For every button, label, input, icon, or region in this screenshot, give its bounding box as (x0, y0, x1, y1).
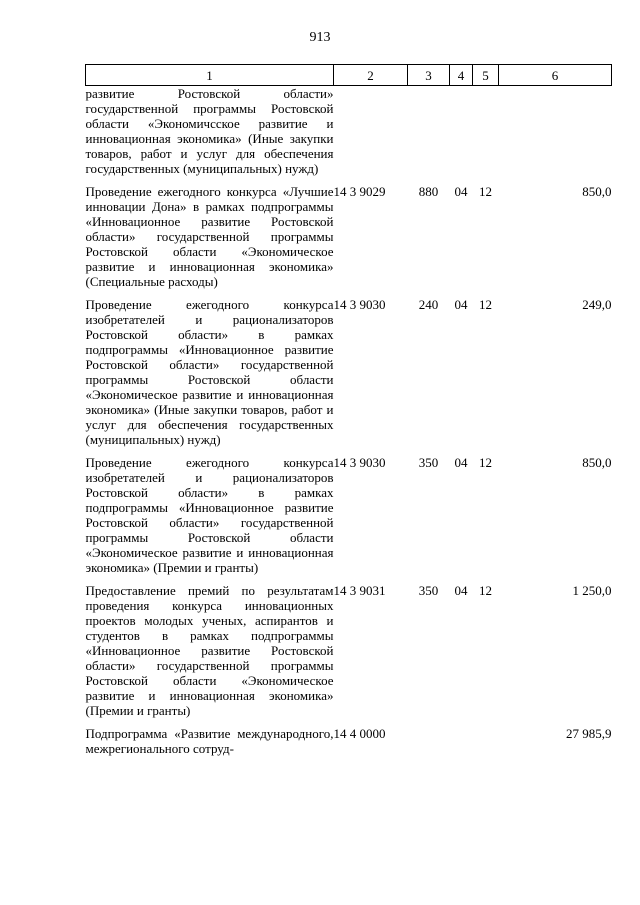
row-description: Проведение ежегодного конкурса «Лучшие инновации Дона» в рамках подпрограммы «Инновационное развитие Ростовской области» государственной программы Ростовской области «Экономическое развитие и инновационная экономика» (Специальные расходы) (85, 184, 334, 289)
row-expense-type (408, 726, 450, 764)
row-subsection: 12 (479, 297, 492, 312)
column-header-1: 1 (86, 65, 334, 86)
row-expense-type: 240 (418, 297, 439, 312)
row-section: 04 (454, 455, 468, 470)
row-subsection: 12 (479, 583, 492, 598)
table-row (86, 184, 612, 297)
row-section (450, 726, 473, 764)
row-target-article: 14 3 9030 (333, 297, 386, 312)
row-expense-type (408, 86, 450, 185)
budget-table (85, 64, 612, 764)
column-header-4: 4 (450, 65, 473, 86)
row-section: 04 (454, 583, 468, 598)
row-amount: 850,0 (582, 184, 612, 199)
row-subsection: 12 (479, 455, 492, 470)
row-description: развитие Ростовской области» государственной программы Ростовской области «Экономичсское развитие и инновационная экономика» (Иные закупки товаров, работ и услуг для обеспечения государственных (муниципальных) нужд) (85, 86, 334, 176)
row-subsection: 12 (479, 184, 492, 199)
row-target-article: 14 3 9030 (333, 455, 386, 470)
column-header-5: 5 (473, 65, 499, 86)
row-target-article: 14 4 0000 (333, 726, 386, 741)
row-expense-type: 880 (418, 184, 439, 199)
row-amount: 1 250,0 (572, 583, 612, 598)
row-description: Предоставление премий по результатам проведения конкурса инновационных проектов молодых ученых, аспирантов и студентов в рамках подпрограммы «Инновационное развитие Ростовской области» государственной программы Ростовской области «Экономическое развитие и инновационная экономика» (Премии и гранты) (85, 583, 334, 718)
row-subsection (473, 726, 499, 764)
column-header-3: 3 (408, 65, 450, 86)
row-section: 04 (454, 297, 468, 312)
page-number: 913 (309, 30, 331, 45)
row-description: Подпрограмма «Развитие международного, межрегионального сотруд- (85, 726, 334, 756)
column-header-2: 2 (334, 65, 408, 86)
row-description: Проведение ежегодного конкурса изобретателей и рационализаторов Ростовской области» в рамках подпрограммы «Инновационное развитие Ростовской области» государственной программы Ростовской области «Экономическое развитие и инновационная экономика» (Иные закупки товаров, работ и услуг для обеспечения государственных (муниципальных) нужд) (85, 297, 334, 447)
row-subsection (473, 86, 499, 185)
table-row (86, 583, 612, 726)
row-expense-type: 350 (418, 455, 439, 470)
table-row (86, 455, 612, 583)
row-target-article (334, 86, 408, 185)
row-expense-type: 350 (418, 583, 439, 598)
table-header-row (86, 65, 612, 86)
table-row (86, 86, 612, 185)
row-description: Проведение ежегодного конкурса изобретателей и рационализаторов Ростовской области» в рамках подпрограммы «Инновационное развитие Ростовской области» государственной программы Ростовской области «Экономическое развитие и инновационная экономика» (Премии и гранты) (85, 455, 334, 575)
column-header-6: 6 (499, 65, 612, 86)
row-amount: 249,0 (582, 297, 612, 312)
row-amount (499, 86, 612, 185)
row-target-article: 14 3 9029 (333, 184, 386, 199)
row-amount: 27 985,9 (566, 726, 612, 741)
row-section: 04 (454, 184, 468, 199)
row-target-article: 14 3 9031 (333, 583, 386, 598)
table-row (86, 297, 612, 455)
row-section (450, 86, 473, 185)
table-row (86, 726, 612, 764)
row-amount: 850,0 (582, 455, 612, 470)
